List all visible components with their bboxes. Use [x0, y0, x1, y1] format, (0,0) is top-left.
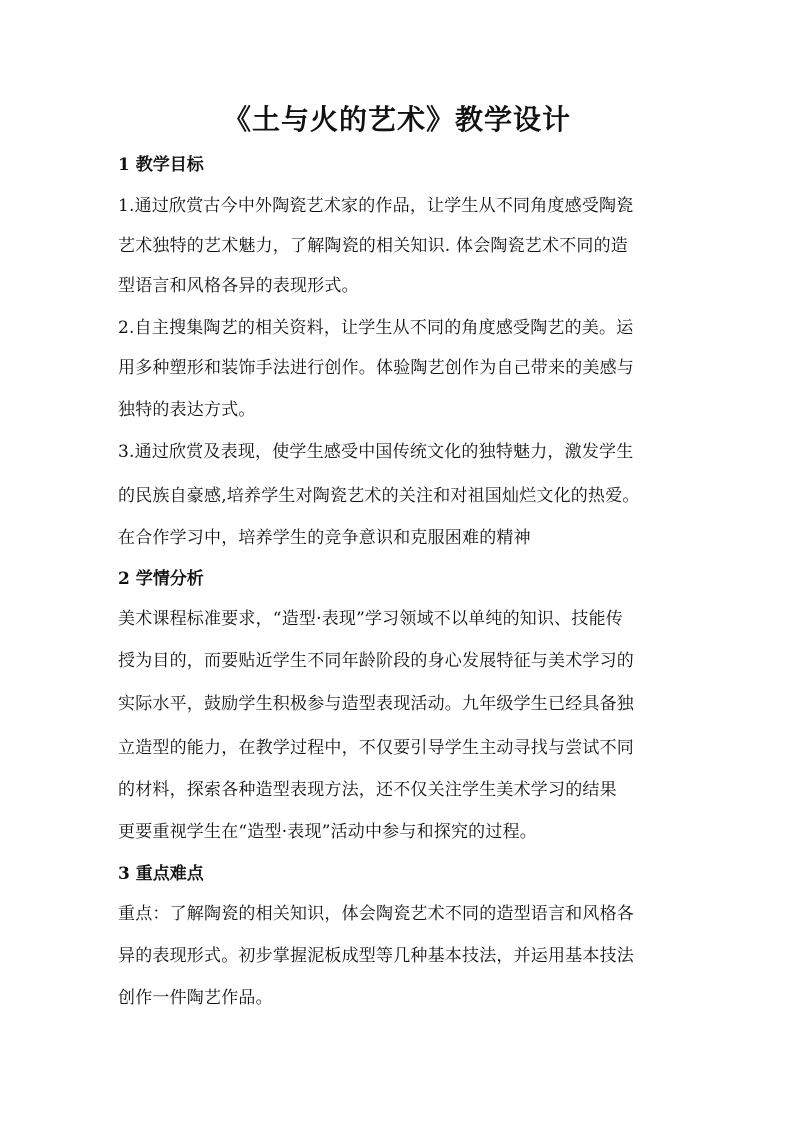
paragraph-line: 的材料，探索各种造型表现方法，还不仅关注学生美术学习的结果: [118, 780, 617, 800]
paragraph-line: 独特的表达方式。: [118, 400, 256, 420]
document-title: 《土与火的艺术》教学设计: [222, 103, 571, 136]
paragraph-line: 立造型的能力，在教学过程中，不仅要引导学生主动寻找与尝试不同: [118, 738, 634, 758]
paragraph-line: 创作一件陶艺作品。: [118, 988, 273, 1008]
section-heading-objectives: 1 教学目标: [118, 155, 204, 175]
paragraph-line: 的民族自豪感,培养学生对陶瓷艺术的关注和对祖国灿烂文化的热爱。: [118, 486, 640, 506]
paragraph-line: 3.通过欣赏及表现，使学生感受中国传统文化的独特魅力，激发学生: [118, 442, 634, 462]
paragraph-line: 异的表现形式。初步掌握泥板成型等几种基本技法，并运用基本技法: [118, 946, 634, 966]
paragraph-line: 艺术独特的艺术魅力，了解陶瓷的相关知识. 体会陶瓷艺术不同的造: [118, 236, 629, 256]
paragraph-line: 美术课程标准要求，“造型·表现”学习领域不以单纯的知识、技能传: [118, 609, 623, 629]
paragraph-line: 更要重视学生在“造型·表现”活动中参与和探究的过程。: [118, 822, 537, 842]
section-heading-key-points: 3 重点难点: [118, 864, 204, 884]
paragraph-line: 型语言和风格各异的表现形式。: [118, 276, 359, 296]
paragraph-line: 用多种塑形和装饰手法进行创作。体验陶艺创作为自己带来的美感与: [118, 358, 634, 378]
paragraph-line: 在合作学习中，培养学生的竞争意识和克服困难的精神: [118, 528, 531, 548]
paragraph-line: 授为目的，而要贴近学生不同年龄阶段的身心发展特征与美术学习的: [118, 651, 634, 671]
paragraph-line: 1.通过欣赏古今中外陶瓷艺术家的作品，让学生从不同角度感受陶瓷: [118, 196, 634, 216]
paragraph-line: 实际水平，鼓励学生积极参与造型表现活动。九年级学生已经具备独: [118, 694, 634, 714]
section-heading-analysis: 2 学情分析: [118, 569, 204, 589]
paragraph-line: 2.自主搜集陶艺的相关资料，让学生从不同的角度感受陶艺的美。运: [118, 318, 634, 338]
paragraph-line: 重点：了解陶瓷的相关知识，体会陶瓷艺术不同的造型语言和风格各: [118, 904, 634, 924]
